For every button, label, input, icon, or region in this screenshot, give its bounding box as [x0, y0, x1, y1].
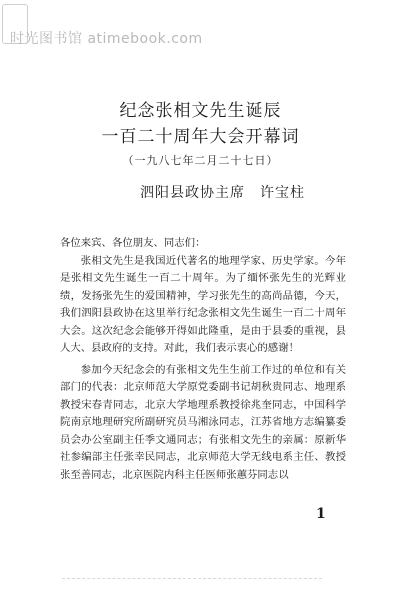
- speech-date: （一九八七年二月二十七日）: [122, 154, 279, 167]
- salutation: 各位来宾、各位朋友、同志们：: [60, 237, 206, 249]
- title-line-1: 纪念张相文先生诞辰: [119, 101, 282, 121]
- paragraph-2: 参加今天纪念会的有张相文先生生前工作过的单位和有关部门的代表：北京师范大学原党委副书记胡秋贵同志、地理系教授宋春青同志，北京大学地理系教授徐兆奎同志，中国科学院南京地理研究所副研究员马湘泳同志，江苏省地方志编纂委员会办公室副主任季文通同志；有张相文先生的亲属：原新华社参编部主任张幸民同志，北京师范大学无线电系主任、教授张至善同志，北京医院内科主任医师张蕙芬同志以: [60, 363, 346, 481]
- page-number: 1: [316, 506, 326, 522]
- watermark: 时光图书馆 atimebook.com: [10, 31, 203, 47]
- speaker-line: 泗阳县政协主席 许宝柱: [140, 185, 305, 201]
- title-line-2: 一百二十周年大会开幕词: [101, 127, 300, 147]
- scan-artifact: [62, 578, 322, 585]
- speech-body: [60, 235, 346, 484]
- paragraph-1: 张相文先生是我国近代著名的地理学家、历史学家。今年是张相文先生诞生一百二十周年。为了缅怀张先生的光辉业绩，发扬张先生的爱国精神，学习张先生的高尚品德，今天，我们泗阳县政协在这里举行纪念张相文先生诞生一百二十周年大会。这次纪念会能够开得如此隆重，是由于县委的重视，县人大、县政府的支持。对此，我们表示衷心的感谢！: [60, 254, 346, 354]
